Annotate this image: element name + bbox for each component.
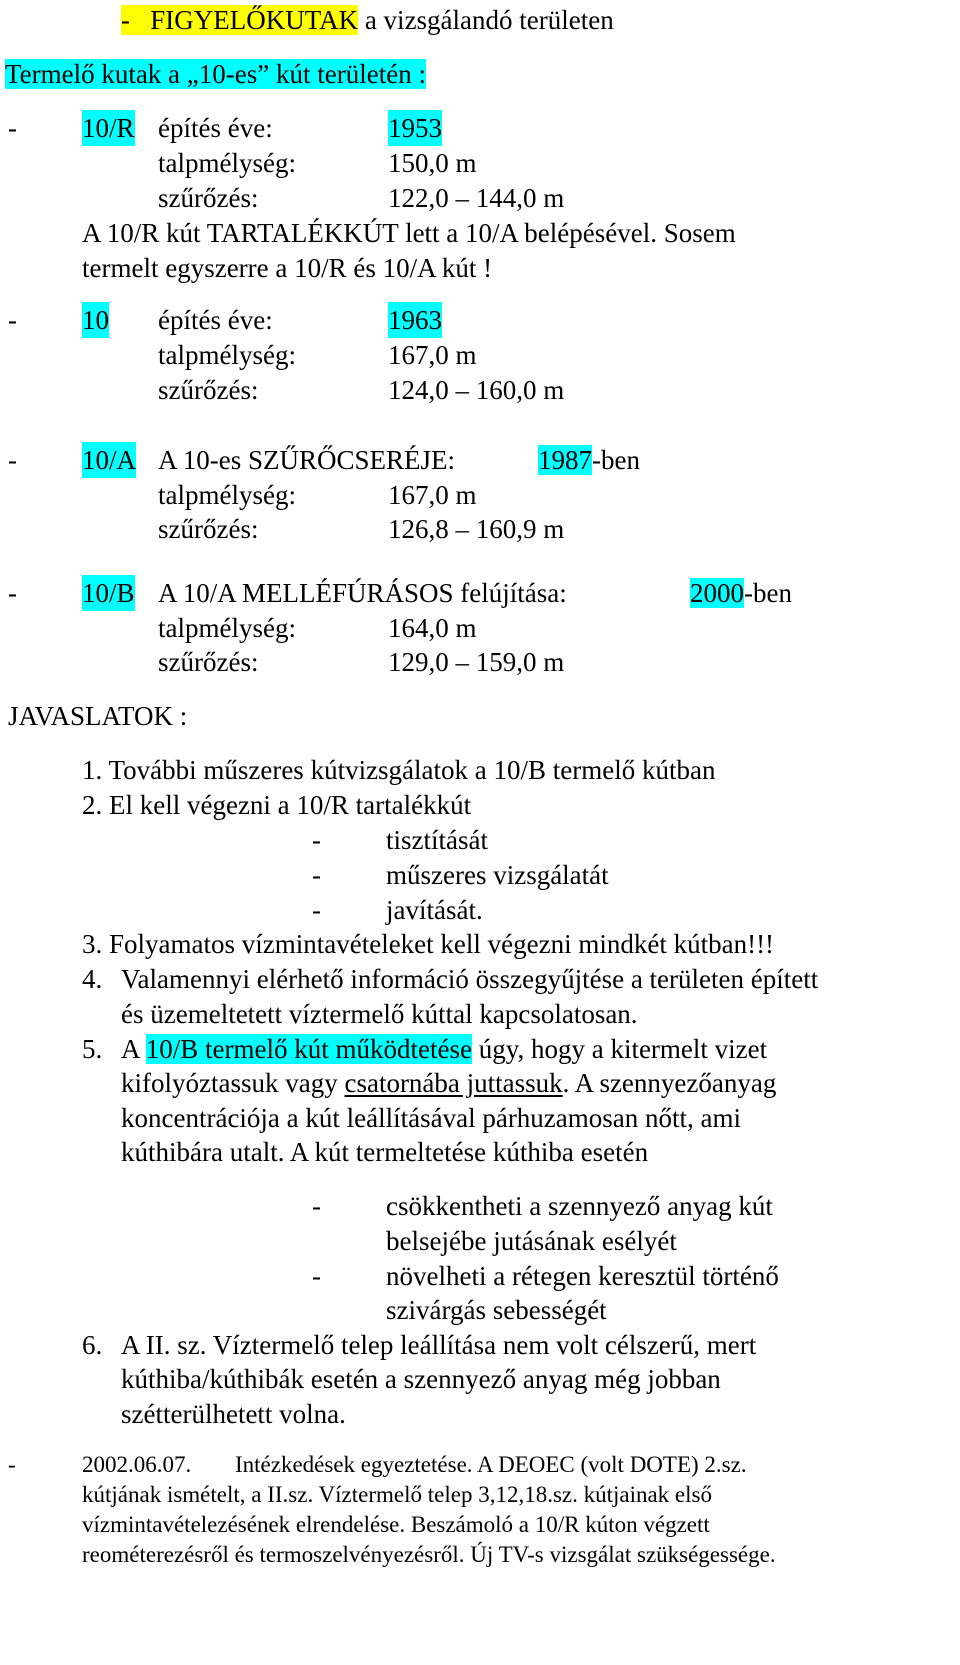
well-row-value: 1953	[388, 110, 442, 146]
header-title-highlight	[121, 5, 358, 35]
well-row-value: 167,0 m	[388, 340, 477, 370]
recommendation-number: 4.	[82, 964, 103, 994]
recommendation-item: 3. Folyamatos vízmintavételeket kell végezni mindkét kútban!!!	[82, 929, 775, 959]
recommendation-line: A II. sz. Víztermelő telep leállítása nem volt célszerű, mert	[121, 1330, 757, 1360]
well-dash: -	[8, 113, 17, 143]
recommendation-number: 6.	[82, 1330, 103, 1360]
well-dash: -	[8, 445, 17, 475]
well-row-label: szűrőzés:	[158, 514, 259, 544]
well-row-label: építés éve:	[158, 113, 273, 143]
well-row-label: építés éve:	[158, 305, 273, 335]
well-dash: -	[8, 305, 17, 335]
well-heading: A 10-es SZŰRŐCSERÉJE:	[158, 445, 456, 475]
footer-dash: -	[8, 1452, 16, 1477]
well-row-label: talpmélység:	[158, 340, 296, 370]
well-id: 10	[82, 302, 109, 338]
well-row-label: szűrőzés:	[158, 647, 259, 677]
underlined-phrase: csatornába juttassuk	[344, 1068, 563, 1098]
section-title: Termelő kutak a „10-es” kút területén :	[5, 59, 426, 89]
footer-line: Intézkedések egyeztetése. A DEOEC (volt DOTE) 2.sz.	[235, 1452, 747, 1477]
sub-item: csökkentheti a szennyező anyag kút	[386, 1191, 773, 1221]
recommendation-line: koncentrációja a kút leállításával párhuzamosan nőtt, ami	[121, 1103, 742, 1133]
recommendation-item: 2. El kell végezni a 10/R tartalékkút	[82, 790, 472, 820]
well-row-value: 124,0 – 160,0 m	[388, 375, 565, 405]
recommendation-item: 1. További műszeres kútvizsgálatok a 10/B termelő kútban	[82, 755, 716, 785]
recommendations-title: JAVASLATOK :	[8, 701, 188, 731]
well-row-label: szűrőzés:	[158, 183, 259, 213]
well-row-value: 167,0 m	[388, 480, 477, 510]
well-row-value: 164,0 m	[388, 613, 477, 643]
sub-item: szivárgás sebességét	[386, 1295, 607, 1325]
header-title: FIGYELŐKUTAK	[150, 5, 359, 35]
recommendation-line: és üzemeltetett víztermelő kúttal kapcsolatosan.	[121, 999, 638, 1029]
highlighted-phrase: 10/B termelő kút működtetése	[145, 1034, 472, 1064]
header-line	[121, 2, 614, 38]
well-id: 10/R	[82, 110, 135, 146]
recommendation-line: kúthibára utalt. A kút termeltetése kúthiba esetén	[121, 1137, 649, 1167]
footer-line: vízmintavételezésének elrendelése. Beszámoló a 10/R kúton végzett	[82, 1512, 710, 1537]
well-row-label: talpmélység:	[158, 613, 296, 643]
recommendation-line: A 10/B termelő kút működtetése úgy, hogy a kitermelt vizet	[121, 1034, 768, 1064]
recommendation-line: kifolyóztassuk vagy csatornába juttassuk. A szennyezőanyag	[121, 1068, 777, 1098]
footer-line: kútjának ismételt, a II.sz. Víztermelő telep 3,12,18.sz. kútjainak első	[82, 1482, 712, 1507]
well-row-label: talpmélység:	[158, 480, 296, 510]
sub-item-dash: -	[312, 1191, 321, 1221]
well-dash: -	[8, 578, 17, 608]
sub-item-dash: -	[312, 860, 321, 890]
footer-line: reométerezésről és termoszelvényezésről. Új TV-s vizsgálat szükségessége.	[82, 1542, 776, 1567]
well-row-value: 126,8 – 160,9 m	[388, 514, 565, 544]
well-year: 1987-ben	[538, 445, 640, 475]
recommendation-line: Valamennyi elérhető információ összegyűjtése a területen épített	[121, 964, 819, 994]
sub-item: műszeres vizsgálatát	[386, 860, 609, 890]
header-title-rest: a vizsgálandó területen	[358, 5, 614, 35]
well-note: termelt egyszerre a 10/R és 10/A kút !	[82, 253, 493, 283]
recommendation-line: kúthiba/kúthibák esetén a szennyező anyag még jobban	[121, 1364, 721, 1394]
sub-item-dash: -	[312, 1261, 321, 1291]
well-row-value: 150,0 m	[388, 148, 477, 178]
sub-item: javítását.	[386, 895, 483, 925]
well-id: 10/A	[82, 442, 136, 478]
well-row-value: 122,0 – 144,0 m	[388, 183, 565, 213]
well-year: 2000-ben	[690, 578, 792, 608]
well-row-label: szűrőzés:	[158, 375, 259, 405]
sub-item: belsejébe jutásának esélyét	[386, 1226, 677, 1256]
footer-date: 2002.06.07.	[82, 1452, 192, 1477]
recommendation-number: 5.	[82, 1034, 103, 1064]
sub-item-dash: -	[312, 895, 321, 925]
sub-item: tisztítását	[386, 825, 488, 855]
well-heading: A 10/A MELLÉFÚRÁSOS felújítása:	[158, 578, 567, 608]
well-id: 10/B	[82, 575, 135, 611]
well-row-value: 1963	[388, 302, 442, 338]
sub-item: növelheti a rétegen keresztül történő	[386, 1261, 779, 1291]
header-dash: -	[121, 5, 130, 35]
well-row-label: talpmélység:	[158, 148, 296, 178]
well-note: A 10/R kút TARTALÉKKÚT lett a 10/A belépésével. Sosem	[82, 218, 736, 248]
well-row-value: 129,0 – 159,0 m	[388, 647, 565, 677]
recommendation-line: szétterülhetett volna.	[121, 1399, 346, 1429]
sub-item-dash: -	[312, 825, 321, 855]
